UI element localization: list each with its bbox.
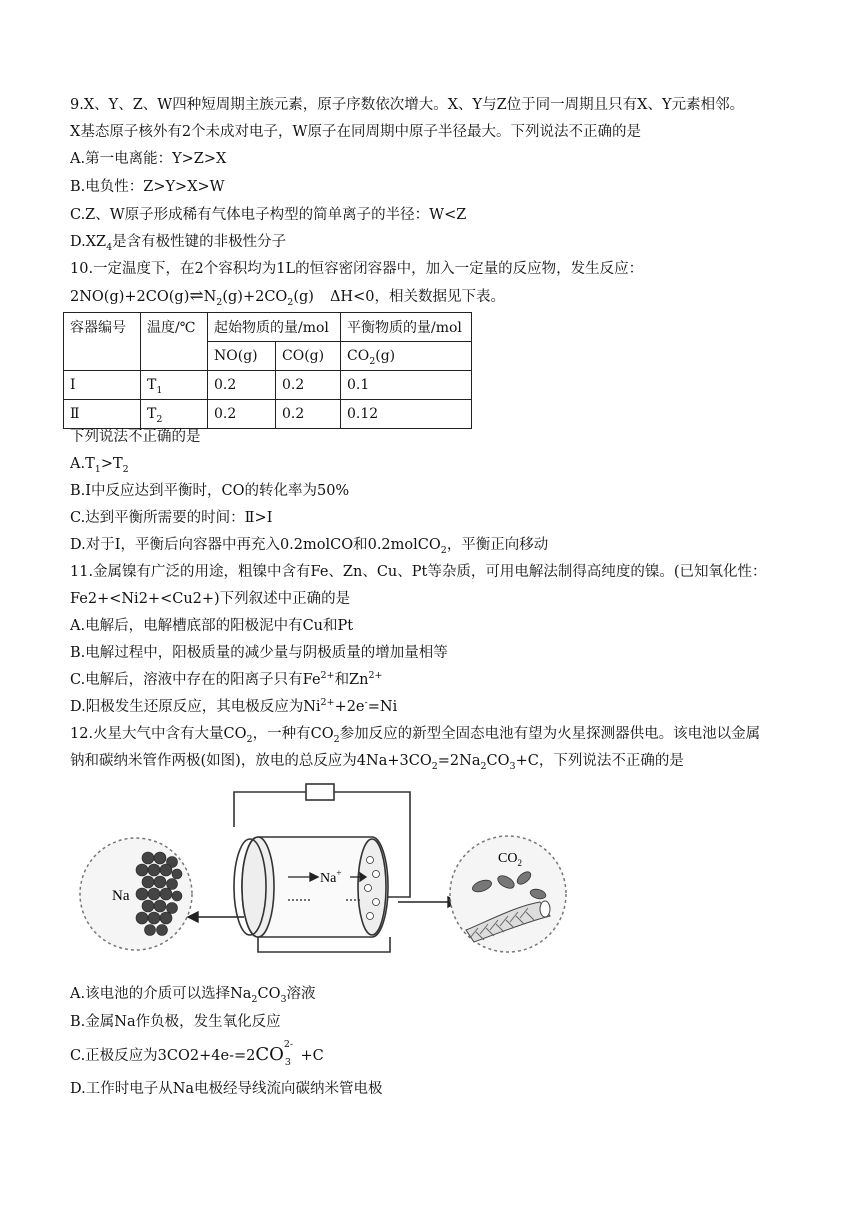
th-co2: $CO_2(g)$ xyxy=(341,342,472,371)
q12-option-b: B.金属Na作负极，发生氧化反应 xyxy=(70,1014,281,1030)
q9-stem-line2: X基态原子核外有2个未成对电子，W原子在同周期中原子半径最大。下列说法不正确的是 xyxy=(70,124,641,140)
cell-id: Ⅰ xyxy=(64,371,141,400)
th-temperature: 温度/℃ xyxy=(141,313,208,371)
equilibrium-arrow-icon: ⇌ xyxy=(189,286,204,306)
cell-no: 0.2 xyxy=(208,371,276,400)
q10-ask: 下列说法不正确的是 xyxy=(70,429,201,445)
q12-option-a: A.该电池的介质可以选择$Na_2CO_3$溶液 xyxy=(70,986,316,1005)
q11-option-a: A.电解后，电解槽底部的阳极泥中有Cu和Pt xyxy=(70,618,354,634)
cell-co: 0.2 xyxy=(276,371,341,400)
q12-option-c: C.正极反应为3CO2+4e-=2CO 2- 3 +C xyxy=(70,1039,324,1068)
th-container: 容器编号 xyxy=(64,313,141,371)
cell-temp: $T_1$ xyxy=(141,371,208,400)
cell-co: 0.2 xyxy=(276,400,341,429)
table-row xyxy=(64,371,472,400)
q10-reaction: $2NO(g)+2CO(g)\rightleftharpoons N_2(g)+2CO_2(g)$ ΔH<0，相关数据见下表。 xyxy=(70,286,505,308)
q12-stem-line1: 12.火星大气中含有大量$CO_2$，一种有$CO_2$参加反应的新型全固态电池有望为火星探测器供电。该电池以金属 xyxy=(70,726,761,745)
resistor-icon xyxy=(306,784,334,800)
table-row xyxy=(64,400,472,429)
q9-option-d: $D.XZ_4$是含有极性键的非极性分子 xyxy=(70,234,287,253)
q10-stem: 10.一定温度下，在2个容积均为1L的恒容密闭容器中，加入一定量的反应物，发生反应： xyxy=(70,261,644,277)
th-no: NO(g) xyxy=(208,342,276,371)
th-initial-amount: 起始物质的量/mol xyxy=(208,313,341,342)
q10-option-d: D.对于Ⅰ，平衡后向容器中再充入0.2molCO和0.2molCO$_2$，平衡正向移动 xyxy=(70,537,549,556)
q11-stem-line1: 11.金属镍有广泛的用途，粗镍中含有Fe、Zn、Cu、Pt等杂质，可用电解法制得高纯度的镍。(已知氧化性： xyxy=(70,564,767,580)
q11-stem-line2: Fe2+<Ni2+<Cu2+)下列叙述中正确的是 xyxy=(70,591,351,607)
cell-no: 0.2 xyxy=(208,400,276,429)
q9-option-b: B.电负性：Z>Y>X>W xyxy=(70,179,225,195)
cell-id: Ⅱ xyxy=(64,400,141,429)
q11-option-b: B.电解过程中，阳极质量的减少量与阴极质量的增加量相等 xyxy=(70,645,448,661)
q10-option-b: B.Ⅰ中反应达到平衡时，CO的转化率为50% xyxy=(70,483,350,499)
th-co: CO(g) xyxy=(276,342,341,371)
q10-data-table xyxy=(63,312,472,429)
cell-co2: 0.12 xyxy=(341,400,472,429)
q11-option-c: C.电解后，溶液中存在的阳离子只有$Fe^{2+}$和$Zn^{2+}$ xyxy=(70,670,383,688)
q10-option-a: $A.T_1>T_2$ xyxy=(70,456,129,475)
na-label: Na xyxy=(112,888,130,904)
q9-stem-line1: 9.X、Y、Z、W四种短周期主族元素，原子序数依次增大。X、Y与Z位于同一周期且只有X、Y元素相邻。 xyxy=(70,97,745,113)
co2-label: $CO_2$ xyxy=(498,851,522,868)
q10-option-c: C.达到平衡所需要的时间：Ⅱ>Ⅰ xyxy=(70,510,273,526)
na-ion-label: Na+ xyxy=(320,868,342,886)
q11-option-d: D.阳极发生还原反应，其电极反应为$Ni^{2+}+2e^-=Ni$ xyxy=(70,697,398,715)
th-equilibrium-amount: 平衡物质的量/mol xyxy=(341,313,472,342)
cell-temp: $T_2$ xyxy=(141,400,208,429)
q9-option-c: C.Z、W原子形成稀有气体电子构型的简单离子的半径：W<Z xyxy=(70,207,467,223)
arrow-left-icon xyxy=(188,912,198,922)
q12-stem-line2: 钠和碳纳米管作两极(如图)，放电的总反应为$4Na+3CO_2=2Na_2CO_3+C$，下列说法不正确的是 xyxy=(70,753,684,772)
battery-diagram xyxy=(66,782,806,972)
q9-option-a: A.第一电离能：Y>Z>X xyxy=(70,151,227,167)
q12-option-d: D.工作时电子从Na电极经导线流向碳纳米管电极 xyxy=(70,1081,383,1097)
cell-co2: 0.1 xyxy=(341,371,472,400)
